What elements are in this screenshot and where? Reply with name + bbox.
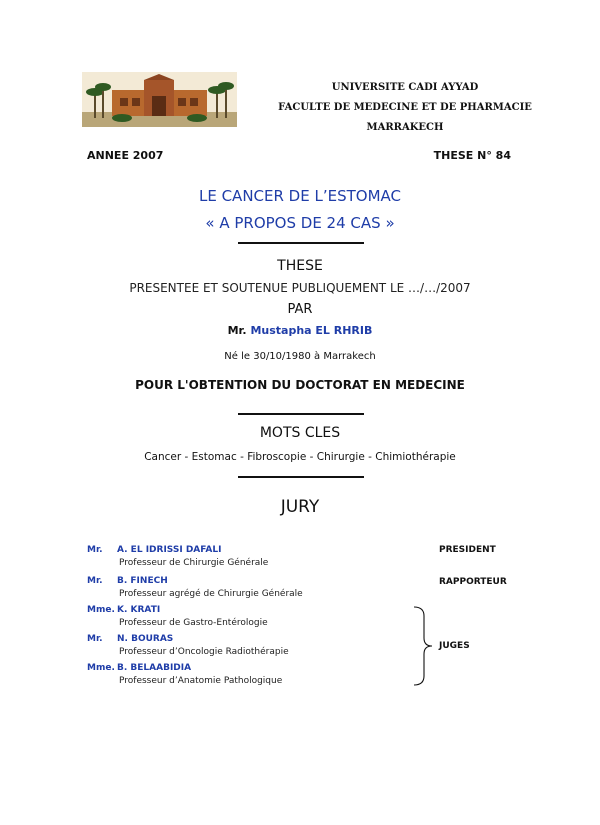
university-header (270, 78, 540, 138)
member-name: K. KRATI (117, 605, 161, 615)
jury-member (87, 605, 268, 628)
thesis-heading: THESE (277, 258, 323, 274)
presented-line: PRESENTEE ET SOUTENUE PUBLIQUEMENT LE …/…/2007 (129, 281, 471, 295)
birth-info: Né le 30/10/1980 à Marrakech (224, 351, 376, 362)
member-name: A. EL IDRISSI DAFALI (117, 545, 222, 555)
member-position: Professeur d’Oncologie Radiothérapie (119, 647, 289, 657)
member-position: Professeur de Gastro-Entérologie (119, 618, 268, 628)
faculty-name: FACULTE DE MEDECINE ET DE PHARMACIE (278, 102, 532, 113)
author-name: Mustapha EL RHRIB (250, 324, 373, 337)
right-brace-icon (412, 606, 434, 686)
author-prefix: Mr. (227, 324, 247, 337)
thesis-number: THESE N° 84 (433, 149, 511, 162)
jury-member (87, 634, 289, 657)
member-title: Mme. (87, 663, 115, 673)
keywords-heading: MOTS CLES (259, 425, 341, 441)
divider (238, 242, 364, 244)
member-name: B. FINECH (117, 576, 168, 586)
title-line-2: « A PROPOS DE 24 CAS » (205, 214, 395, 232)
jury-member (87, 663, 282, 686)
year-label: ANNEE 2007 (87, 149, 164, 162)
member-title: Mr. (87, 545, 103, 555)
author-line (0, 324, 600, 337)
role-rapporteur: RAPPORTEUR (439, 577, 507, 587)
member-title: Mr. (87, 634, 103, 644)
member-position: Professeur de Chirurgie Générale (119, 558, 269, 568)
par-label: PAR (287, 302, 313, 317)
faculty-logo (82, 72, 237, 127)
title-line-1: LE CANCER DE L’ESTOMAC (198, 187, 401, 205)
member-title: Mme. (87, 605, 115, 615)
divider (238, 476, 364, 478)
degree-purpose: POUR L'OBTENTION DU DOCTORAT EN MEDECINE (135, 378, 465, 392)
keywords-list: Cancer - Estomac - Fibroscopie - Chirurgie - Chimiothérapie (144, 451, 456, 463)
city-name: MARRAKECH (366, 122, 444, 133)
role-juges: JUGES (439, 641, 470, 651)
divider (238, 413, 364, 415)
member-position: Professeur agrégé de Chirurgie Générale (119, 589, 303, 599)
member-name: B. BELAABIDIA (117, 663, 192, 673)
jury-member (87, 576, 303, 599)
member-name: N. BOURAS (117, 634, 174, 644)
role-president: PRESIDENT (439, 545, 496, 555)
member-title: Mr. (87, 576, 103, 586)
jury-heading: JURY (280, 497, 320, 517)
thesis-title (0, 183, 600, 237)
member-position: Professeur d’Anatomie Pathologique (119, 676, 283, 686)
jury-member (87, 545, 268, 568)
university-name: UNIVERSITE CADI AYYAD (331, 82, 479, 93)
